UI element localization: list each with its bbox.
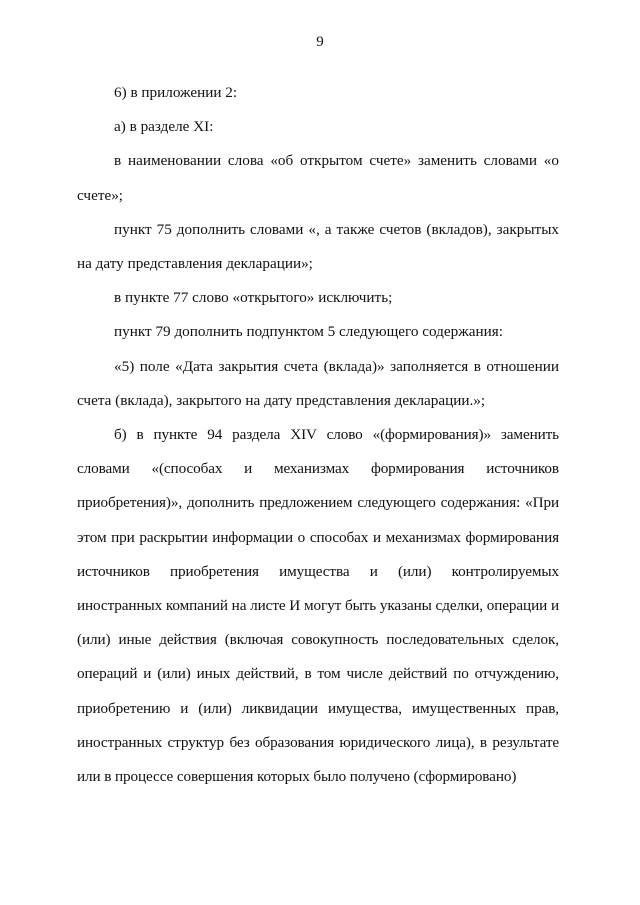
page-number: 9 <box>316 34 324 50</box>
paragraph-subpoint-5: «5) поле «Дата закрытия счета (вклада)» заполняется в отношении счета (вклада), закрытого на дату представления декларации.»; <box>77 357 559 409</box>
paragraph-point-75: пункт 75 дополнить словами «, а также счетов (вкладов), закрытых на дату представления декларации»; <box>77 220 559 273</box>
paragraph-item-6: 6) в приложении 2: <box>114 84 238 101</box>
paragraph-point-77: в пункте 77 слово «открытого» исключить; <box>114 289 393 307</box>
paragraph-subitem-b: б) в пункте 94 раздела XIV слово «(формирования)» заменить словами «(способах и механизмах формирования источников приобретения)», дополнить предложением следующего содержания: «При этом при раскрытии информации о способах и механизмах формирования источников приобретения имущества и (или) контролируемых иностранных компаний на листе И могут быть указаны сделки, операции и (или) иные действия (включая совокупность последовательных сделок, операций и (или) иных действий, в том числе действий по отчуждению, приобретению и (или) ликвидации имущества, имущественных прав, иностранных структур без образования юридического лица), в результате или в процессе совершения которых было получено (сформировано) <box>77 426 559 786</box>
paragraph-subitem-a: а) в разделе XI: <box>114 118 214 136</box>
paragraph-title-change: в наименовании слова «об открытом счете» заменить словами «о счете»; <box>77 152 559 204</box>
document-body <box>77 76 559 794</box>
paragraph-point-79: пункт 79 дополнить подпунктом 5 следующего содержания: <box>114 323 503 341</box>
